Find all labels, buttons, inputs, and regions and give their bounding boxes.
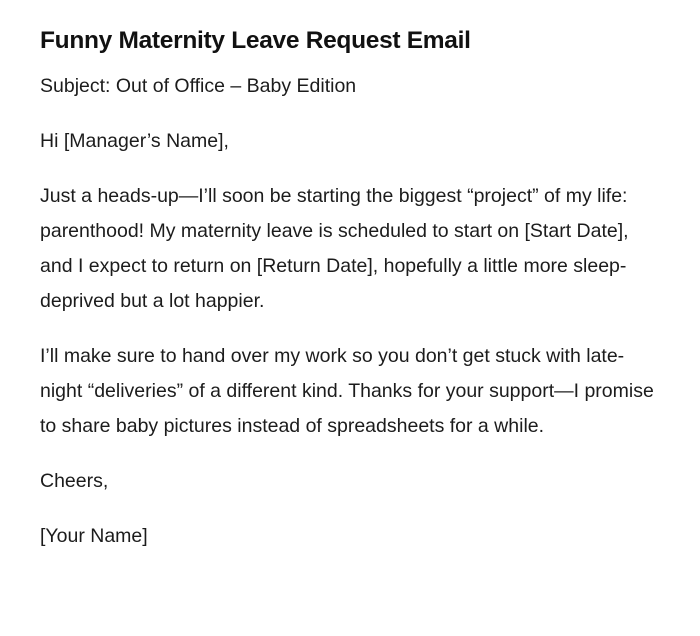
email-subject: Subject: Out of Office – Baby Edition bbox=[40, 75, 357, 97]
document-title: Funny Maternity Leave Request Email bbox=[40, 27, 471, 54]
email-greeting: Hi [Manager’s Name], bbox=[40, 130, 229, 152]
email-body-paragraph-1: Just a heads-up—I’ll soon be starting the biggest “project” of my life: parenthood! My maternity leave is scheduled to start on [Start Date], and I expect to return on [Return Date], hopefully a little more sleep-deprived but a lot happier. bbox=[40, 185, 629, 312]
email-body-paragraph-2: I’ll make sure to hand over my work so you don’t get stuck with late-night “deliveries” of a different kind. Thanks for your support—I promise to share baby pictures instead of spreadsheets for a while. bbox=[40, 345, 654, 437]
email-signature: [Your Name] bbox=[40, 525, 148, 547]
email-closing: Cheers, bbox=[40, 470, 109, 492]
